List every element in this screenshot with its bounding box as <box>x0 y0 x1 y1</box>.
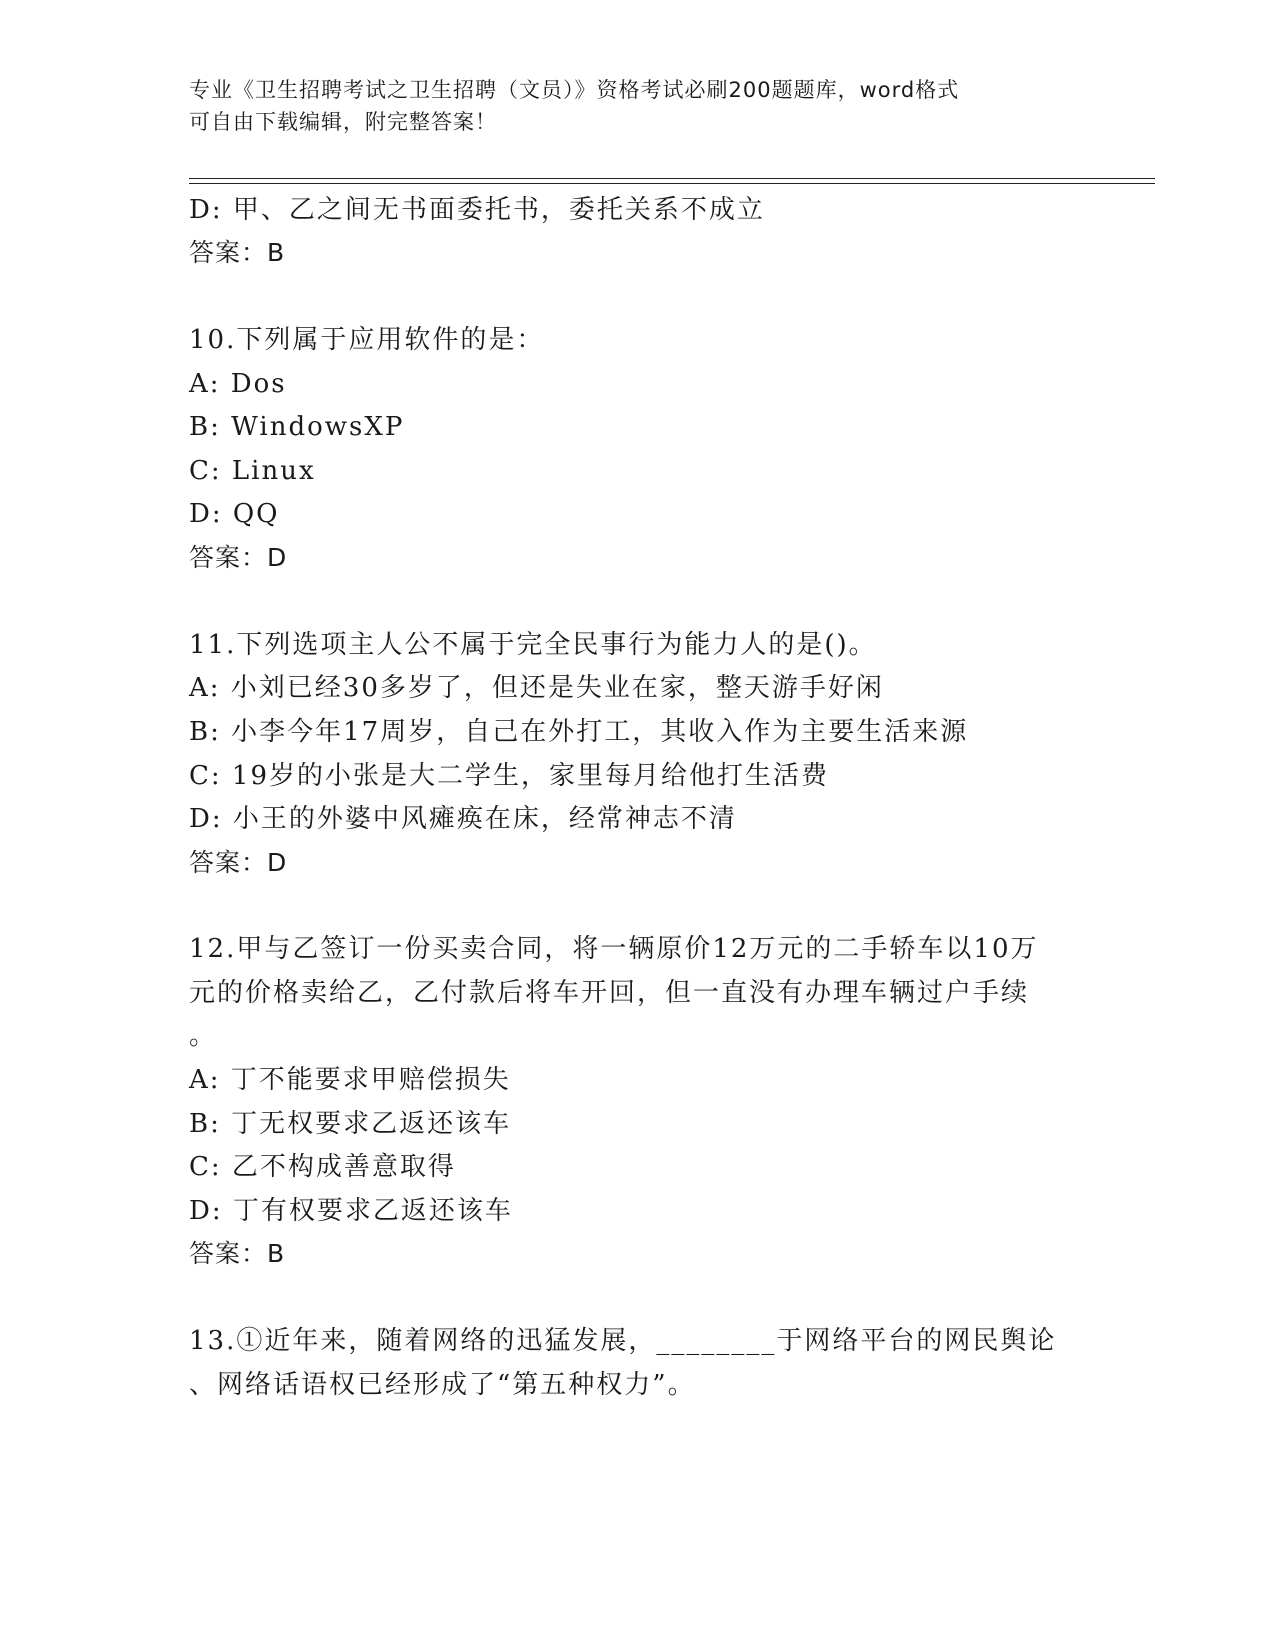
document-header <box>189 74 1089 138</box>
q11-option-d: D: 小王的外婆中风瘫痪在床，经常神志不清 <box>189 804 737 834</box>
q10-option-b: B: WindowsXP <box>189 412 405 442</box>
header-divider-top <box>189 178 1155 179</box>
q13-stem-line-1: 13.①近年来，随着网络的迅猛发展，________于网络平台的网民舆论 <box>189 1326 1057 1356</box>
q11-option-a: A: 小刘已经30多岁了，但还是失业在家，整天游手好闲 <box>189 673 884 703</box>
header-line-1: 专业《卫生招聘考试之卫生招聘（文员）》资格考试必刷200题题库，word格式 <box>189 78 960 102</box>
q10-option-a: A: Dos <box>189 369 287 399</box>
q12-stem-line-3: 。 <box>189 1021 218 1051</box>
q12-stem-line-1: 12.甲与乙签订一份买卖合同，将一辆原价12万元的二手轿车以10万 <box>189 934 1039 964</box>
q11-stem: 11.下列选项主人公不属于完全民事行为能力人的是()。 <box>189 630 877 660</box>
q12-answer: 答案：B <box>189 1239 286 1268</box>
q11-option-c: C: 19岁的小张是大二学生，家里每月给他打生活费 <box>189 761 830 791</box>
q12-option-d: D: 丁有权要求乙返还该车 <box>189 1196 513 1226</box>
q11-option-b: B: 小李今年17周岁，自己在外打工，其收入作为主要生活来源 <box>189 717 969 747</box>
q12-option-a: A: 丁不能要求甲赔偿损失 <box>189 1065 511 1095</box>
q9-option-d: D: 甲、乙之间无书面委托书，委托关系不成立 <box>189 195 765 225</box>
q10-stem: 10.下列属于应用软件的是： <box>189 325 545 355</box>
q12-stem-line-2: 元的价格卖给乙，乙付款后将车开回，但一直没有办理车辆过户手续 <box>189 978 1030 1008</box>
q13-stem-line-2: 、网络话语权已经形成了“第五种权力”。 <box>189 1370 696 1400</box>
q10-option-d: D: QQ <box>189 499 280 529</box>
q10-answer: 答案：D <box>189 543 288 572</box>
q9-answer: 答案：B <box>189 238 286 267</box>
q10-option-c: C: Linux <box>189 456 316 486</box>
q12-option-b: B: 丁无权要求乙返还该车 <box>189 1109 512 1139</box>
q12-option-c: C: 乙不构成善意取得 <box>189 1152 456 1182</box>
header-divider-bottom <box>189 183 1155 184</box>
q11-answer: 答案：D <box>189 848 288 877</box>
header-line-2: 可自由下载编辑，附完整答案！ <box>189 110 497 134</box>
